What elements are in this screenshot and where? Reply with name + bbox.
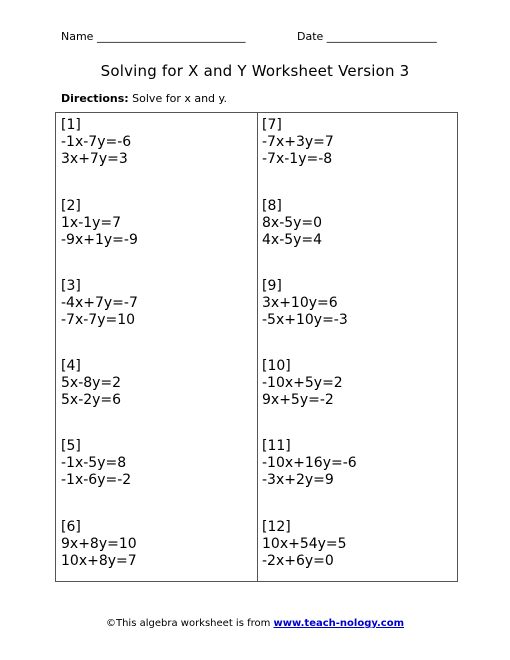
equation-2: 3x+7y=3 <box>61 151 128 167</box>
problem-number: [9] <box>262 278 282 294</box>
problem-number: [3] <box>61 278 81 294</box>
worksheet-title: Solving for X and Y Worksheet Version 3 <box>100 62 410 80</box>
directions-label: Directions: <box>61 92 129 105</box>
equation-2: -7x-7y=10 <box>61 312 136 328</box>
problem-number: [1] <box>61 117 81 133</box>
equation-1: 1x-1y=7 <box>61 215 122 231</box>
date-field-line: Date ____________________ <box>297 30 437 43</box>
equation-1: 3x+10y=6 <box>262 295 338 311</box>
problem-10 <box>262 358 343 409</box>
equation-2: 4x-5y=4 <box>262 232 323 248</box>
equation-1: -7x+3y=7 <box>262 134 334 150</box>
equation-2: 10x+8y=7 <box>61 553 137 569</box>
problem-number: [8] <box>262 198 282 214</box>
problem-9 <box>262 278 348 329</box>
directions-text: Solve for x and y. <box>128 92 227 105</box>
equation-2: -3x+2y=9 <box>262 472 334 488</box>
equation-2: 9x+5y=-2 <box>262 392 334 408</box>
problem-6 <box>61 519 137 570</box>
problem-number: [4] <box>61 358 81 374</box>
footer-text: ©This algebra worksheet is from <box>105 618 274 629</box>
equation-2: 5x-2y=6 <box>61 392 122 408</box>
teach-nology-link[interactable]: www.teach-nology.com <box>273 618 404 629</box>
problem-8 <box>262 198 322 249</box>
problem-number: [2] <box>61 198 81 214</box>
equation-1: -4x+7y=-7 <box>61 295 138 311</box>
problem-5 <box>61 438 131 489</box>
equation-2: -2x+6y=0 <box>262 553 334 569</box>
problem-2 <box>61 198 138 249</box>
problem-number: [6] <box>61 519 81 535</box>
equation-1: 10x+54y=5 <box>262 536 347 552</box>
footer <box>0 618 510 629</box>
problem-number: [7] <box>262 117 282 133</box>
equation-2: -1x-6y=-2 <box>61 472 132 488</box>
equation-1: 5x-8y=2 <box>61 375 122 391</box>
equation-1: 8x-5y=0 <box>262 215 323 231</box>
equation-1: -1x-7y=-6 <box>61 134 132 150</box>
problem-number: [11] <box>262 438 291 454</box>
problem-number: [10] <box>262 358 291 374</box>
equation-2: -9x+1y=-9 <box>61 232 138 248</box>
equation-1: 9x+8y=10 <box>61 536 137 552</box>
equation-1: -1x-5y=8 <box>61 455 127 471</box>
column-divider <box>257 112 258 582</box>
equation-1: -10x+5y=2 <box>262 375 343 391</box>
name-field-line: Name ___________________________ <box>61 30 246 43</box>
problem-number: [12] <box>262 519 291 535</box>
problem-4 <box>61 358 121 409</box>
equation-2: -7x-1y=-8 <box>262 151 333 167</box>
problem-number: [5] <box>61 438 81 454</box>
problem-7 <box>262 117 334 168</box>
problem-12 <box>262 519 347 570</box>
directions <box>61 92 227 105</box>
equation-2: -5x+10y=-3 <box>262 312 348 328</box>
problem-11 <box>262 438 357 489</box>
problem-3 <box>61 278 138 329</box>
problem-1 <box>61 117 131 168</box>
equation-1: -10x+16y=-6 <box>262 455 357 471</box>
